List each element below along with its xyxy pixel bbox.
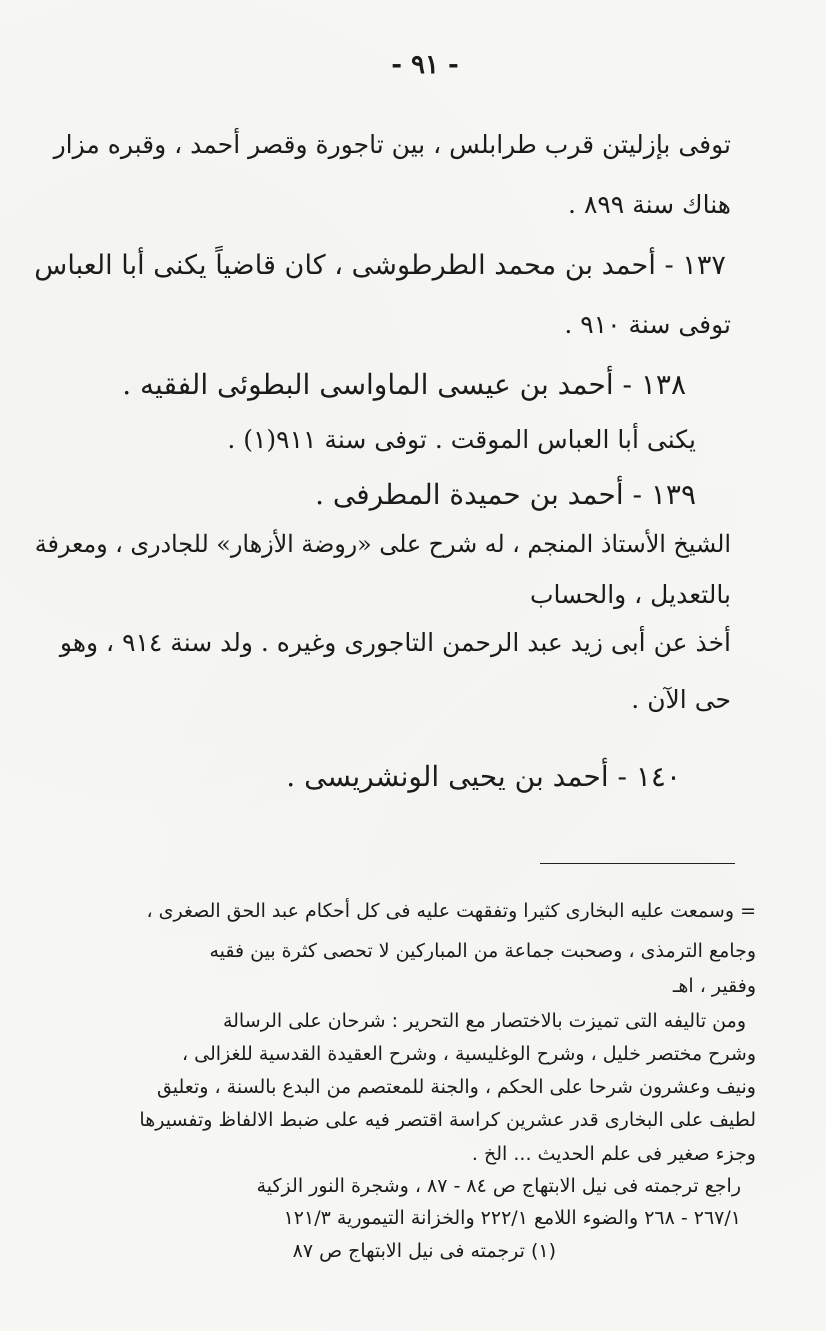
body-line: أخذ عن أبى زيد عبد الرحمن التاجورى وغيره . ولد سنة ٩١٤ ، وهو <box>59 628 731 657</box>
page-number: - ٩١ - <box>391 50 459 80</box>
footnote-line: ونيف وعشرون شرحا على الحكم ، والجنة للمعتصم من البدع بالسنة ، وتعليق <box>156 1076 756 1098</box>
footnote-line: = وسمعت عليه البخارى كثيرا وتفقهت عليه فى كل أحكام عبد الحق الصغرى ، <box>146 900 756 922</box>
footnote-line: وجزء صغير فى علم الحديث ... الخ . <box>471 1143 756 1165</box>
body-line: يكنى أبا العباس الموقت . توفى سنة ٩١١(١) . <box>227 425 696 454</box>
footnote-line: وجامع الترمذى ، وصحبت جماعة من المباركين لا تحصى كثرة بين فقيه <box>209 940 756 962</box>
body-line: هناك سنة ٨٩٩ . <box>568 190 731 219</box>
entry-138: ١٣٨ - أحمد بن عيسى الماواسى البطوئى الفقيه . <box>122 368 686 401</box>
body-line: توفى بإزليتن قرب طرابلس ، بين تاجورة وقصر أحمد ، وقبره مزار <box>53 130 731 159</box>
footnote-line: ٢٦٧/١ - ٢٦٨ والضوء اللامع ٢٢٢/١ والخزانة التيمورية ١٢١/٣ <box>283 1207 741 1229</box>
body-line: توفى سنة ٩١٠ . <box>564 310 731 339</box>
footnote-line: وشرح مختصر خليل ، وشرح الوغليسية ، وشرح العقيدة القدسية للغزالى ، <box>182 1043 756 1065</box>
footnote-line: (١) ترجمته فى نيل الابتهاج ص ٨٧ <box>292 1240 556 1262</box>
body-line: بالتعديل ، والحساب <box>529 580 731 609</box>
footnote-line: ومن تاليفه التى تميزت بالاختصار مع التحرير : شرحان على الرسالة <box>222 1010 746 1032</box>
entry-139: ١٣٩ - أحمد بن حميدة المطرفى . <box>315 478 696 511</box>
entry-140: ١٤٠ - أحمد بن يحيى الونشريسى . <box>286 760 681 793</box>
footnote-line: راجع ترجمته فى نيل الابتهاج ص ٨٤ - ٨٧ ، وشجرة النور الزكية <box>256 1175 741 1197</box>
footnote-divider <box>540 863 735 864</box>
footnote-line: لطيف على البخارى قدر عشرين كراسة اقتصر فيه على ضبط الالفاظ وتفسيرها <box>139 1109 756 1131</box>
entry-137: ١٣٧ - أحمد بن محمد الطرطوشى ، كان قاضياً يكنى أبا العباس <box>34 250 726 281</box>
footnote-line: وفقير ، اهـ <box>672 975 756 997</box>
body-line: الشيخ الأستاذ المنجم ، له شرح على «روضة الأزهار» للجادرى ، ومعرفة <box>34 530 731 558</box>
body-line: حى الآن . <box>631 685 731 714</box>
